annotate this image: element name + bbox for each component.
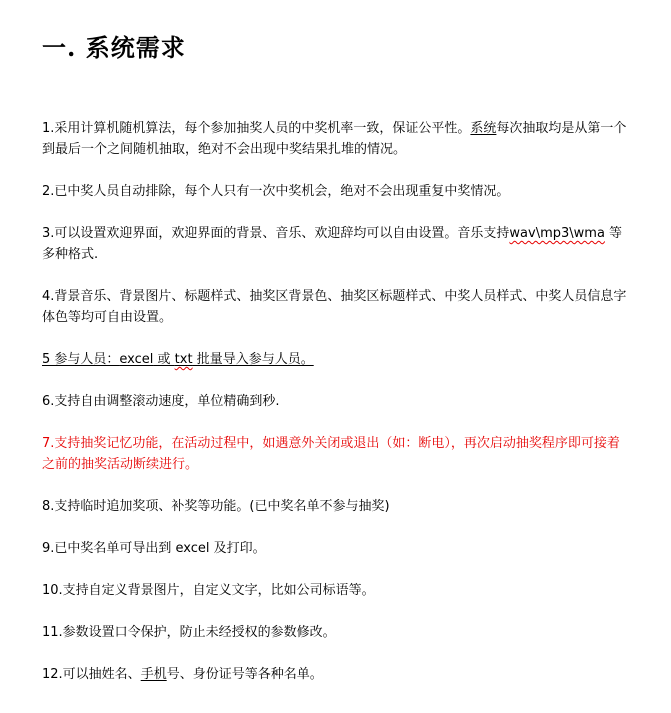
- item-12-marked-word: 手机: [140, 667, 167, 682]
- item-12-text-b: 号、身份证号等各种名单。: [166, 667, 323, 682]
- requirement-item-9: 9.已中奖名单可导出到 excel 及打印。: [42, 541, 266, 556]
- item-5-txt: txt: [174, 352, 193, 367]
- requirement-item-6: 6.支持自由调整滚动速度，单位精确到秒.: [42, 394, 280, 409]
- requirement-item-3: [42, 223, 632, 265]
- page-title: 一. 系统需求: [42, 33, 186, 62]
- item-1-marked-word: 系统: [470, 121, 497, 136]
- item-1-text-b: 每次抽取均是从第一个到最后一个之间随机抽取，绝对不会出现中奖结果扎堆的情况。: [42, 121, 627, 157]
- item-5-prefix: 5 参与人员：: [42, 352, 120, 367]
- item-12-text-a: 12.可以抽姓名、: [42, 667, 141, 682]
- item-3-text-b: 等多种格式.: [42, 226, 623, 262]
- requirement-item-8: 8.支持临时追加奖项、补奖等功能。(已中奖名单不参与抽奖): [42, 499, 390, 514]
- requirement-item-12: [42, 664, 632, 685]
- item-1-text-a: 1.采用计算机随机算法，每个参加抽奖人员的中奖机率一致，保证公平性。: [42, 121, 471, 136]
- requirement-item-5: [42, 349, 632, 370]
- requirement-item-7: 7.支持抽奖记忆功能，在活动过程中，如遇意外关闭或退出（如：断电），再次启动抽奖程序即可接着之前的抽奖活动断续进行。: [42, 436, 620, 472]
- requirement-item-1: [42, 118, 632, 160]
- item-3-text-a: 3.可以设置欢迎界面，欢迎界面的背景、音乐、欢迎辞均可以自由设置。音乐支持: [42, 226, 510, 241]
- requirement-item-10: 10.支持自定义背景图片，自定义文字，比如公司标语等。: [42, 583, 375, 598]
- item-5-mid: 或: [153, 352, 175, 367]
- item-3-formats: wav\mp3\wma: [509, 226, 605, 241]
- item-5-excel: excel: [119, 352, 154, 367]
- item-5-after: 批量导入参与人员。: [192, 352, 314, 367]
- requirement-item-2: 2.已中奖人员自动排除，每个人只有一次中奖机会，绝对不会出现重复中奖情况。: [42, 184, 510, 199]
- requirement-item-4: 4.背景音乐、背景图片、标题样式、抽奖区背景色、抽奖区标题样式、中奖人员样式、中奖人员信息字体色等均可自由设置。: [42, 289, 627, 325]
- requirement-item-11: 11.参数设置口令保护，防止未经授权的参数修改。: [42, 625, 336, 640]
